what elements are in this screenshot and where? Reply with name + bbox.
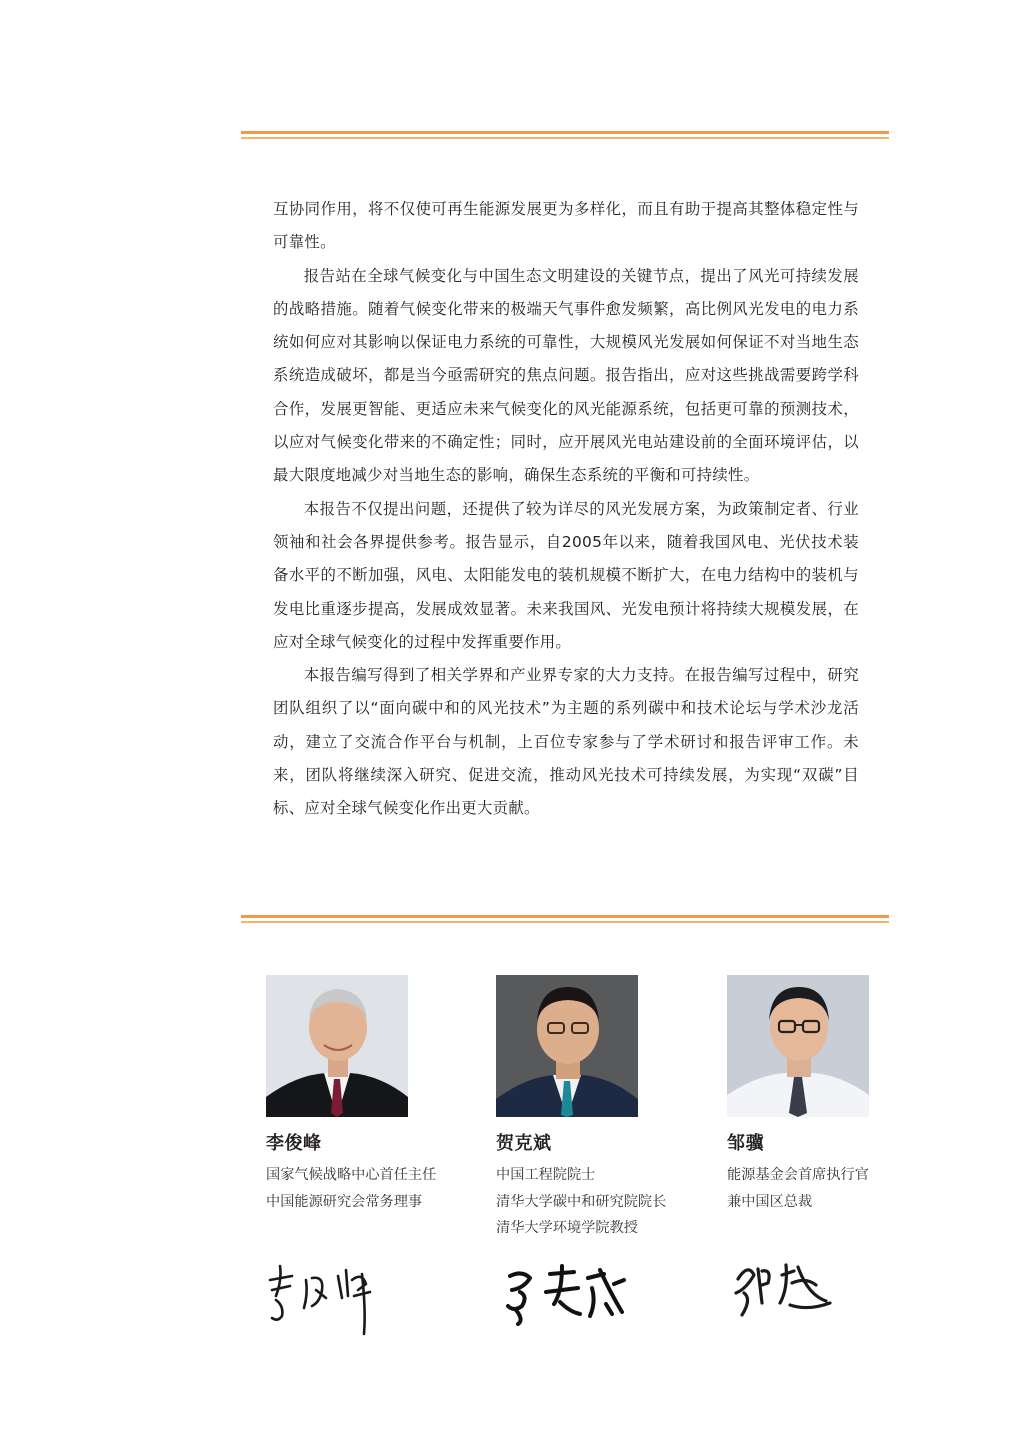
- authors-divider: [241, 915, 889, 925]
- author-name: 李俊峰: [266, 1133, 322, 1154]
- divider-line-thick: [241, 915, 889, 918]
- portrait-illustration: [266, 975, 408, 1117]
- paragraph-1: 互协同作用，将不仅使可再生能源发展更为多样化，而且有助于提高其整体稳定性与可靠性。: [273, 200, 859, 252]
- divider-line-thin: [241, 921, 889, 923]
- paragraph-3: 本报告不仅提出问题，还提供了较为详尽的风光发展方案，为政策制定者、行业领袖和社会各界提供参考。报告显示，自2005年以来，随着我国风电、光伏技术装备水平的不断加强，风电、太阳能发电的装机规模不断扩大，在电力结构中的装机与发电比重逐步提高，发展成效显著。未来我国风、光发电预计将持续大规模发展，在应对全球气候变化的过程中发挥重要作用。: [273, 499, 859, 651]
- portrait-illustration: [496, 975, 638, 1117]
- signature-zou-ji: [728, 1255, 838, 1327]
- author-photo: [266, 975, 408, 1117]
- author-title-line: 能源基金会首席执行官: [727, 1167, 869, 1183]
- author-title-line: 清华大学碳中和研究院院长: [496, 1193, 667, 1210]
- top-divider: [241, 131, 889, 141]
- author-titles: [266, 1162, 506, 1215]
- author-title-line: 清华大学环境学院教授: [496, 1220, 638, 1236]
- author-li-junfeng: [266, 975, 506, 1215]
- author-name: 贺克斌: [496, 1133, 552, 1154]
- author-title-line: 中国能源研究会常务理事: [266, 1193, 423, 1210]
- author-photo: [727, 975, 869, 1117]
- author-title-line: 兼中国区总裁: [727, 1193, 813, 1210]
- author-zou-ji: [727, 975, 967, 1215]
- divider-line-thin: [241, 137, 889, 139]
- author-photo: [496, 975, 638, 1117]
- author-titles: [727, 1162, 967, 1215]
- signature-li-junfeng: [262, 1250, 392, 1340]
- divider-line-thick: [241, 131, 889, 134]
- portrait-illustration: [727, 975, 869, 1117]
- author-title-line: 中国工程院院士: [496, 1167, 596, 1183]
- author-he-kebin: [496, 975, 736, 1242]
- author-name: 邹骥: [727, 1133, 764, 1154]
- paragraph-4: 本报告编写得到了相关学界和产业界专家的大力支持。在报告编写过程中，研究团队组织了以“面向碳中和的风光技术”为主题的系列碳中和技术论坛与学术沙龙活动，建立了交流合作平台与机制，上百位专家参与了学术研讨和报告评审工作。未来，团队将继续深入研究、促进交流，推动风光技术可持续发展，为实现“双碳”目标、应对全球气候变化作出更大贡献。: [273, 666, 859, 818]
- signature-he-kebin: [500, 1262, 630, 1328]
- preface-body: [273, 193, 859, 826]
- author-title-line: 国家气候战略中心首任主任: [266, 1167, 437, 1183]
- paragraph-2: 报告站在全球气候变化与中国生态文明建设的关键节点，提出了风光可持续发展的战略措施。随着气候变化带来的极端天气事件愈发频繁，高比例风光发电的电力系统如何应对其影响以保证电力系统的可靠性，大规模风光发展如何保证不对当地生态系统造成破坏，都是当今亟需研究的焦点问题。报告指出，应对这些挑战需要跨学科合作，发展更智能、更适应未来气候变化的风光能源系统，包括更可靠的预测技术，以应对气候变化带来的不确定性；同时，应开展风光电站建设前的全面环境评估，以最大限度地减少对当地生态的影响，确保生态系统的平衡和可持续性。: [273, 266, 859, 485]
- author-titles: [496, 1162, 736, 1242]
